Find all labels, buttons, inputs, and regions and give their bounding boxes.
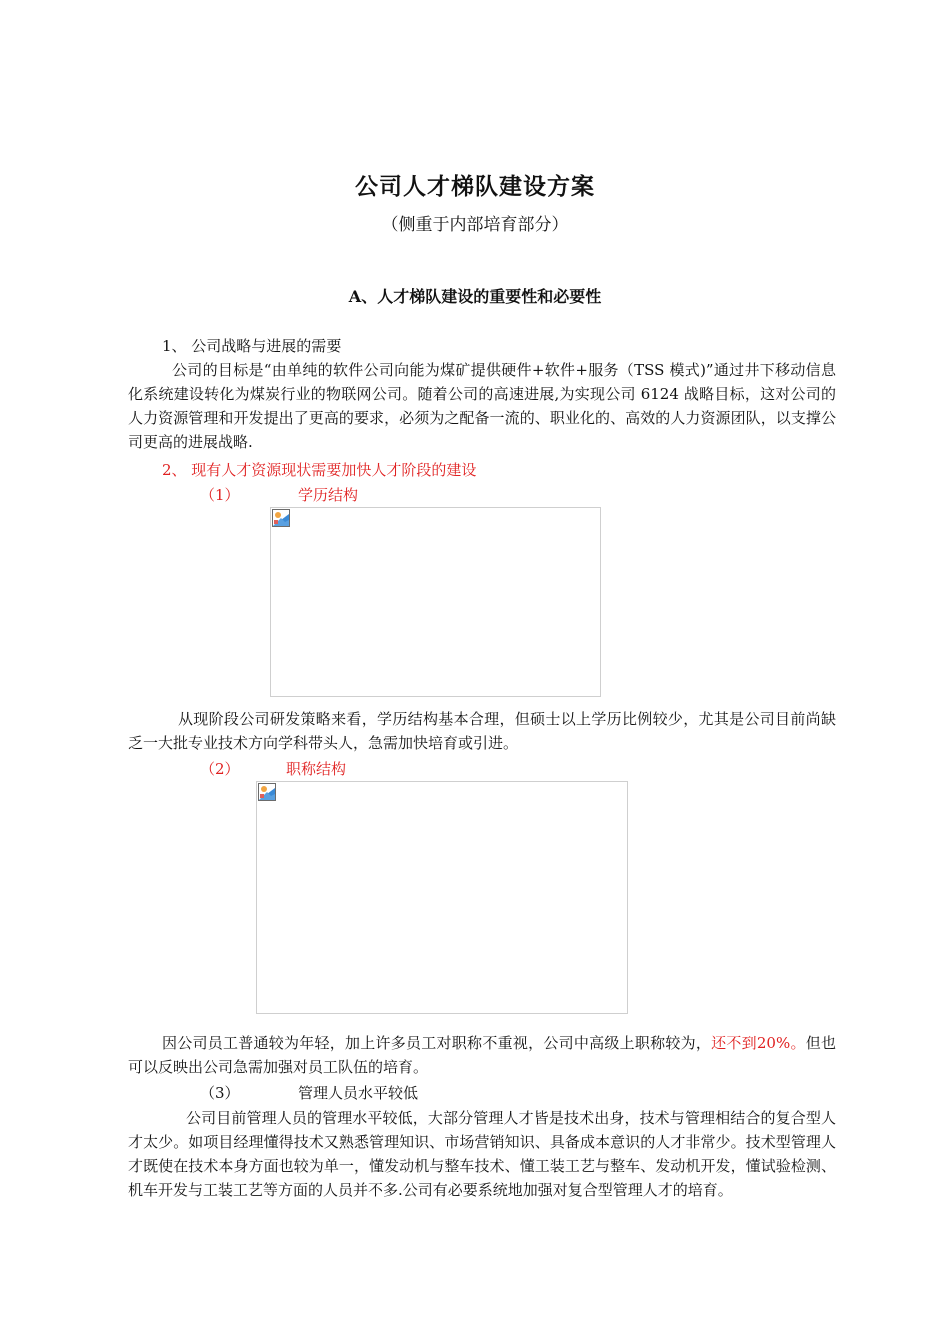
- section-a-heading: A、人才梯队建设的重要性和必要性: [348, 287, 602, 306]
- sub2-paragraph-tail: 但也可以反映出公司急需加强对员工队伍的培育。: [128, 1034, 836, 1076]
- broken-image-icon: [272, 509, 290, 527]
- broken-image-icon: [258, 783, 276, 801]
- sub1-number: （1）: [200, 486, 240, 504]
- sub2-paragraph: [128, 1031, 836, 1079]
- sub1-label: 学历结构: [298, 486, 359, 504]
- sub3-number: （3）: [200, 1084, 240, 1102]
- sub3-paragraph: 公司目前管理人员的管理水平较低，大部分管理人才皆是技术出身，技术与管理相结合的复合型人才太少。如项目经理懂得技术又熟悉管理知识、市场营销知识、具备成本意识的人才非常少。技术型管理人才既使在技术本身方面也较为单一，懂发动机与整车技术、懂工装工艺与整车、发动机开发，懂试验检测、机车开发与工装工艺等方面的人员并不多.公司有必要系统地加强对复合型管理人才的培育。: [128, 1109, 836, 1199]
- sub3-label: 管理人员水平较低: [298, 1084, 419, 1102]
- item1-paragraph: 公司的目标是“由单纯的软件公司向能为煤矿提供硬件+软件+服务（TSS 模式)”通过井下移动信息化系统建设转化为煤炭行业的物联网公司。随着公司的高速进展,为实现公司 6124 战略目标，这对公司的人力资源管理和开发提出了更高的要求，必须为之配备一流的、职业化的、高效的人力资源团队，以支撑公司更高的进展战略.: [128, 361, 836, 451]
- document-subtitle: （侧重于内部培育部分）: [381, 215, 569, 235]
- education-structure-image: [270, 507, 601, 697]
- item2-heading: 2、 现有人才资源现状需要加快人才阶段的建设: [162, 461, 477, 479]
- sub2-highlight: 还不到20%。: [711, 1034, 806, 1052]
- sub2-label: 职称结构: [286, 760, 347, 778]
- sub2-number: （2）: [200, 760, 240, 778]
- document-title: 公司人才梯队建设方案: [355, 174, 595, 200]
- sub2-paragraph-text: 因公司员工普通较为年轻，加上许多员工对职称不重视，公司中高级上职称较为，: [162, 1034, 712, 1052]
- item1-heading: 1、 公司战略与进展的需要: [162, 337, 342, 355]
- title-structure-image: [256, 781, 628, 1014]
- sub1-paragraph: 从现阶段公司研发策略来看，学历结构基本合理，但硕士以上学历比例较少，尤其是公司目前尚缺乏一大批专业技术方向学科带头人，急需加快培育或引进。: [128, 710, 836, 752]
